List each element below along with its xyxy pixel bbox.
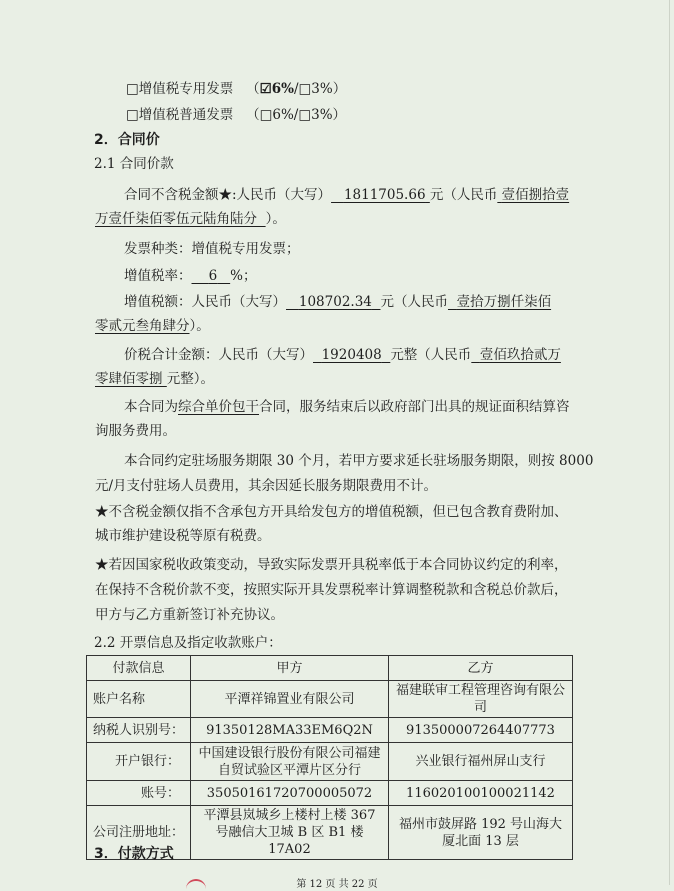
total-amount-line1: 价税合计金额：人民币（大写） 1920408 元整（人民币 壹佰玖拾贰万 xyxy=(124,347,561,363)
table-row: 公司注册地址： 平潭县岚城乡上楼村上楼 367 号融信大卫城 B 区 B1 楼 17A02 福州市鼓屏路 192 号山海大厦北面 13 层 xyxy=(87,806,573,860)
invoice-general-label: □增值税普通发票 xyxy=(126,107,234,123)
total-amount-line2: 零肆佰零捌 元整）。 xyxy=(95,371,215,387)
tax-rate-line: 增值税率： 6 %； xyxy=(124,268,257,284)
service-period-line2: 元/月支付驻场人员费用，其余因延长服务期限费用不计。 xyxy=(95,478,438,494)
tax-amount-line2: 零贰元叁角肆分）。 xyxy=(95,318,210,334)
section-2-1-title: 2.1 合同价款 xyxy=(94,156,174,172)
checked-rate-6: ☑6% xyxy=(259,81,294,97)
invoice-general-option: □增值税普通发票 （□6%/□3%） xyxy=(126,107,347,123)
invoice-special-label: □增值税专用发票 xyxy=(126,81,234,97)
table-row: 纳税人识别号： 91350128MA33EM6Q2N 913500007264407773 xyxy=(87,718,573,743)
note2-line1: ★若因国家税收政策变动，导致实际发票开具税率低于本合同协议约定的利率， xyxy=(95,557,568,573)
header-party-b: 乙方 xyxy=(389,656,573,681)
service-period-line1: 本合同约定驻场服务期限 30 个月，若甲方要求延长驻场服务期限，则按 8000 xyxy=(124,453,594,469)
amount-excl-tax-words: 壹佰捌拾壹 xyxy=(501,187,570,203)
table-row: 账号： 35050161720700005072 116020100100021142 xyxy=(87,781,573,806)
header-payment-info: 付款信息 xyxy=(87,656,191,681)
total-amount-words: 壹佰玖拾贰万 xyxy=(479,347,561,363)
table-row: 开户银行： 中国建设银行股份有限公司福建自贸试验区平潭片区分行 兴业银行福州屏山支行 xyxy=(87,743,573,781)
amount-excl-tax-value: 1811705.66 xyxy=(343,187,426,203)
invoice-special-option: □增值税专用发票 （☑6%/□3%） xyxy=(126,81,347,97)
table-header-row xyxy=(87,656,573,681)
amount-excl-tax-line1: 合同不含税金额★:人民币（大写） 1811705.66 元（人民币 壹佰捌拾壹 xyxy=(124,187,570,203)
lump-sum-term: 综合单价包干 xyxy=(178,399,259,415)
section-2-2-title: 2.2 开票信息及指定收款账户： xyxy=(94,635,282,651)
invoice-type: 发票种类：增值税专用发票； xyxy=(124,241,300,257)
tax-amount-value: 108702.34 xyxy=(298,294,372,310)
amount-excl-tax-line2: 万壹仟柒佰零伍元陆角陆分 ）。 xyxy=(95,211,286,227)
section-2-title: 2．合同价 xyxy=(94,132,160,148)
note1-line1: ★不含税金额仅指不含承包方开具给发包方的增值税额，但已包含教育费附加、 xyxy=(95,504,568,520)
page-footer: 第 12 页 共 22 页 xyxy=(296,879,378,890)
header-party-a: 甲方 xyxy=(191,656,389,681)
tax-amount-words: 壹拾万捌仟柒佰 xyxy=(456,294,552,310)
table-row: 账户名称 平潭祥锦置业有限公司 福建联审工程管理咨询有限公司 xyxy=(87,681,573,718)
note1-line2: 城市维护建设税等原有税费。 xyxy=(95,528,271,544)
pricing-paragraph-line2: 询服务费用。 xyxy=(95,423,176,439)
page-edge xyxy=(669,0,670,885)
note2-line3: 甲方与乙方重新签订补充协议。 xyxy=(95,607,284,623)
pricing-paragraph-line1: 本合同为综合单价包干合同，服务结束后以政府部门出具的规证面积结算咨 xyxy=(124,399,570,415)
account-info-table xyxy=(86,655,573,860)
tax-rate-value: 6 xyxy=(208,268,218,284)
section-3-title: 3．付款方式 xyxy=(94,846,174,862)
tax-amount-line1: 增值税额：人民币（大写） 108702.34 元（人民币 壹拾万捌仟柒佰 xyxy=(124,294,552,310)
total-amount-value: 1920408 xyxy=(321,347,382,363)
note2-line2: 在保持不含税价款不变，按照实际开具发票税率计算调整税款和含税总价款后， xyxy=(95,582,568,598)
